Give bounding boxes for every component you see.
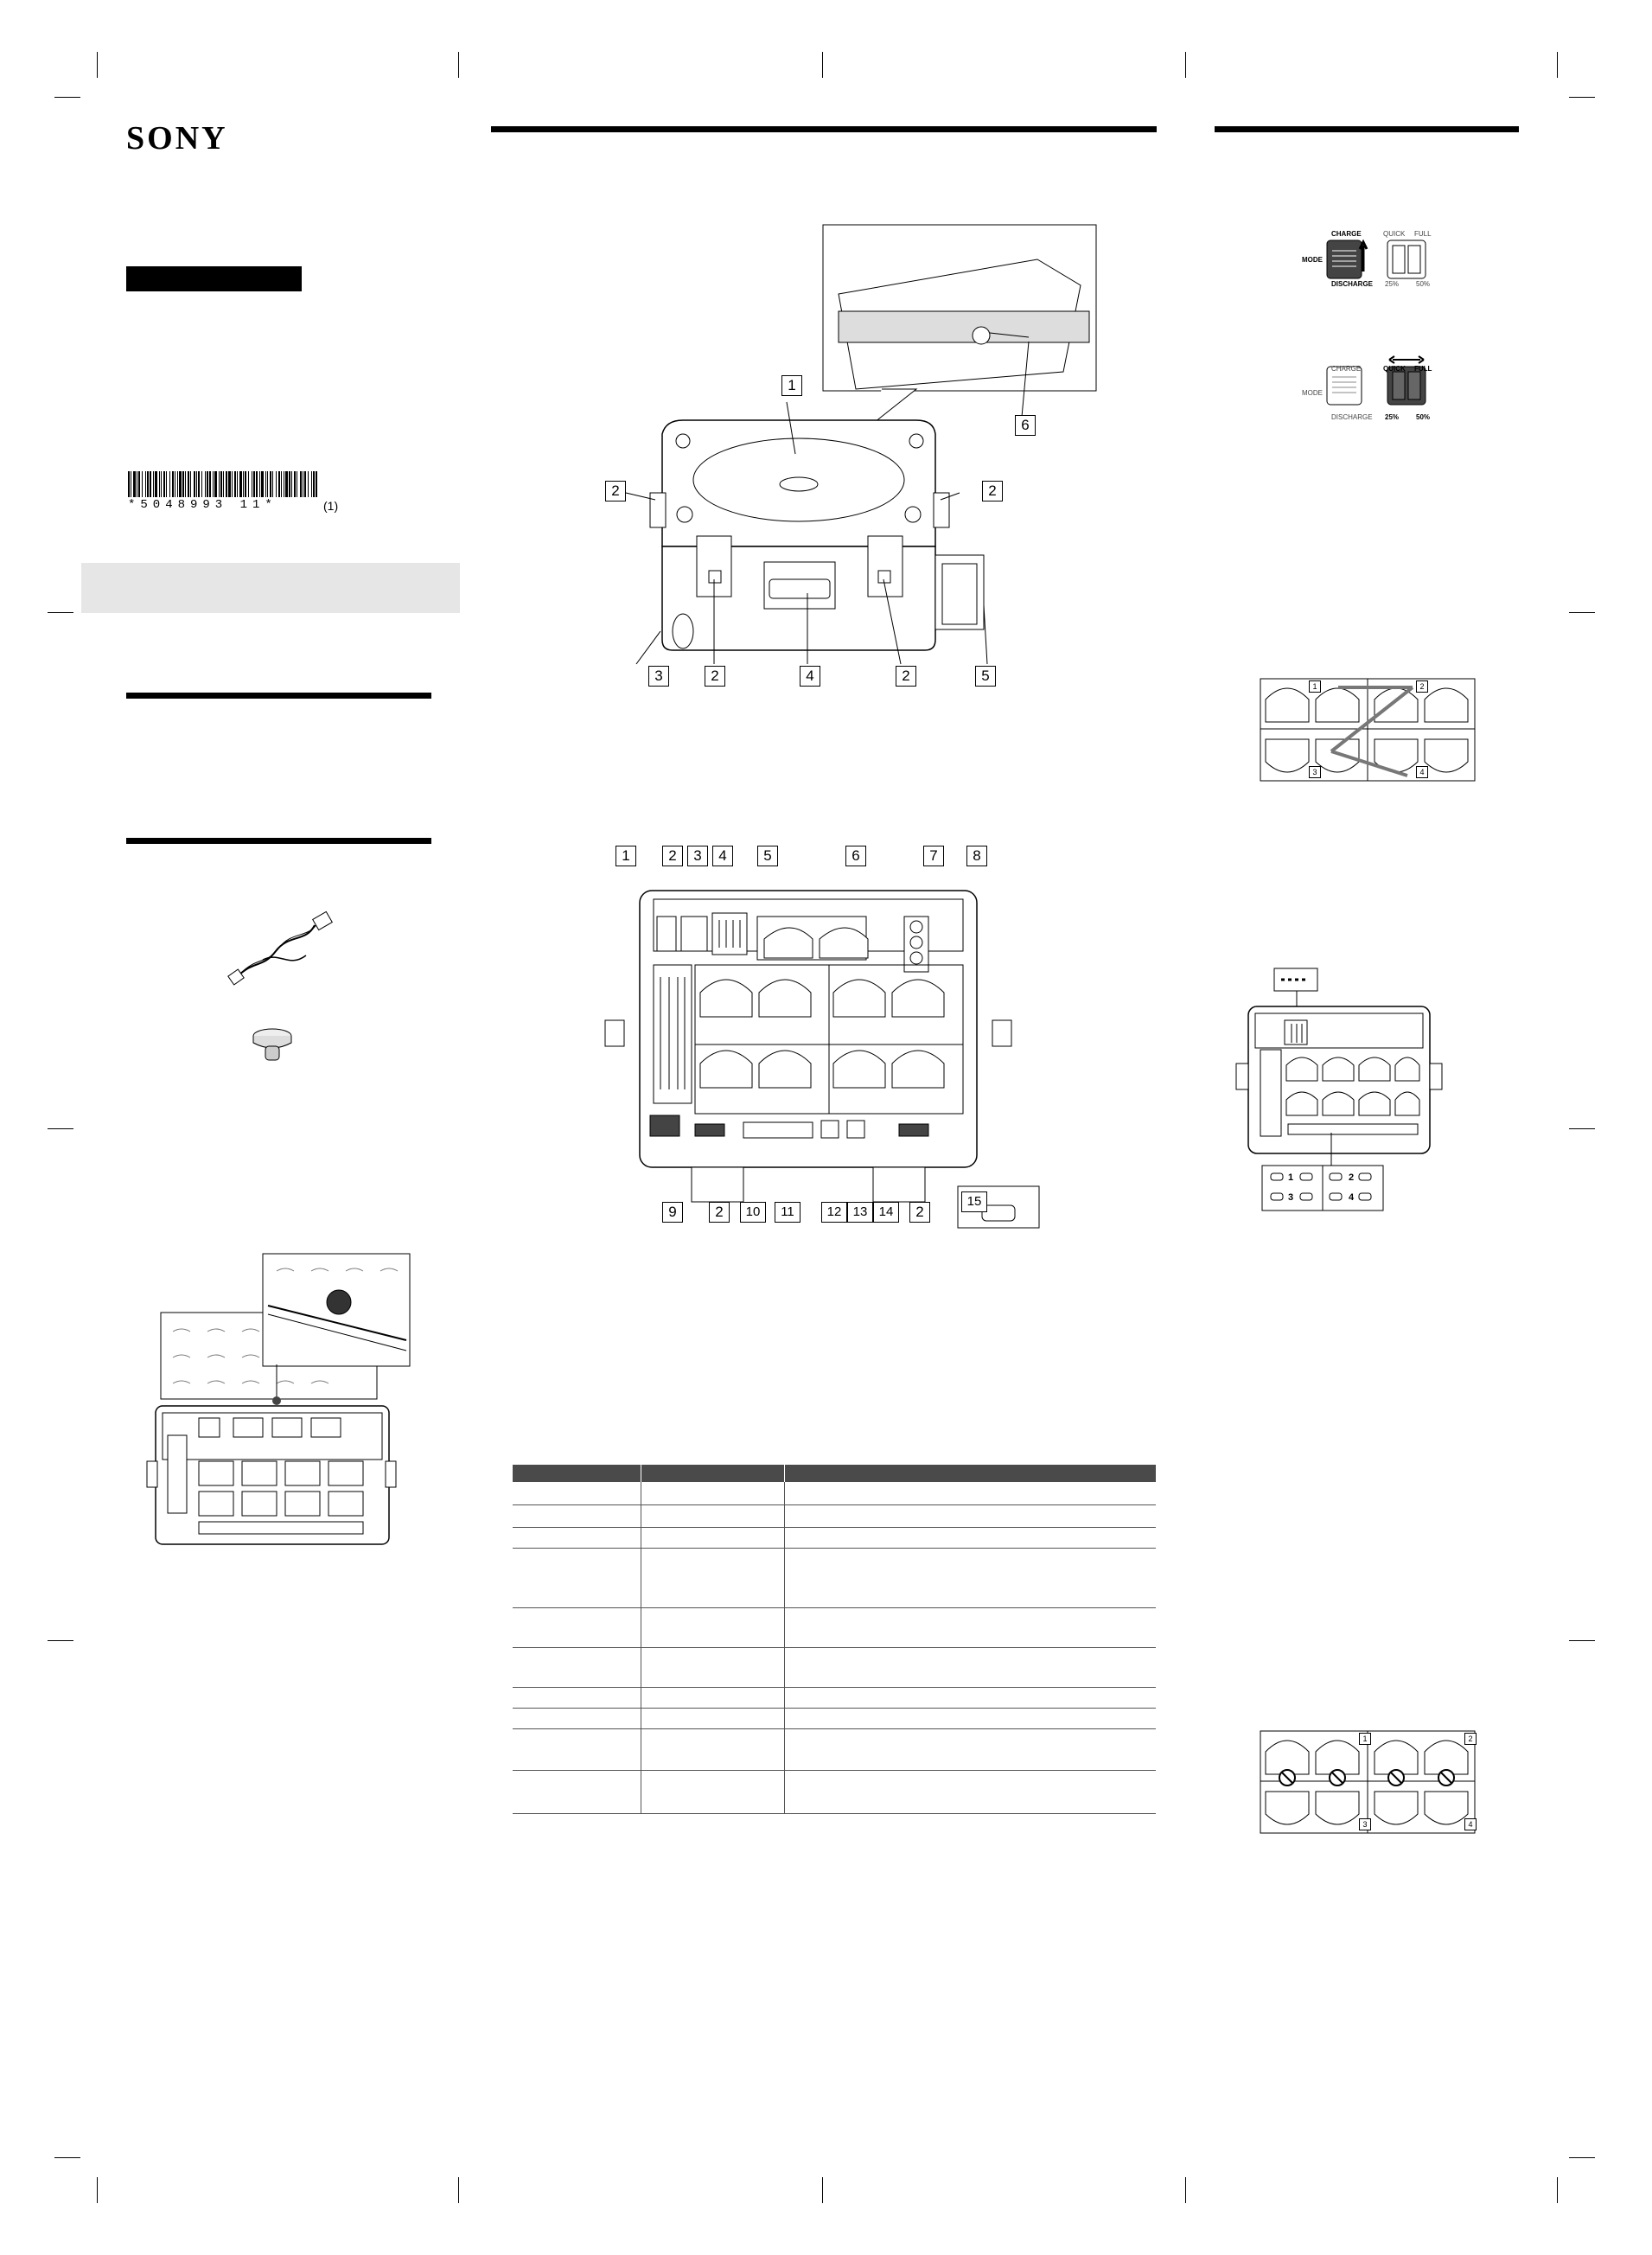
section-rule xyxy=(126,838,431,844)
barcode-digits: *5048993 11* xyxy=(128,498,277,512)
crop-mark xyxy=(48,1128,73,1129)
barcode-bar xyxy=(219,471,220,497)
model-label-bar xyxy=(126,266,302,291)
barcode xyxy=(128,471,320,497)
barcode-bar xyxy=(185,471,186,497)
callout-9: 9 xyxy=(662,1202,683,1223)
barcode-bar xyxy=(166,471,167,497)
barcode-bar xyxy=(194,471,195,497)
barcode-bar xyxy=(253,471,255,497)
discharge-label: DISCHARGE xyxy=(1331,413,1373,421)
barcode-bar xyxy=(159,471,160,497)
barcode-bar xyxy=(155,471,157,497)
barcode-bar xyxy=(276,471,277,497)
barcode-bar xyxy=(207,471,208,497)
charge-label: CHARGE xyxy=(1331,365,1362,373)
barcode-bar xyxy=(313,471,315,497)
barcode-bar xyxy=(237,471,238,497)
callout-10: 10 xyxy=(740,1202,766,1223)
title-band xyxy=(81,563,460,613)
table-row xyxy=(513,1607,1156,1647)
barcode-bar xyxy=(239,471,242,497)
barcode-bar xyxy=(145,471,146,497)
barcode-bar xyxy=(291,471,292,497)
pct-25-label: 25% xyxy=(1385,280,1400,288)
quick-label: QUICK xyxy=(1383,230,1406,238)
case-indicator-illustration xyxy=(1236,968,1444,1219)
barcode-suffix: (1) xyxy=(323,499,339,513)
callout-1: 1 xyxy=(616,846,636,866)
barcode-bar xyxy=(177,471,178,497)
bay-number-3: 3 xyxy=(1359,1818,1371,1830)
barcode-bar xyxy=(278,471,280,497)
sony-logo: SONY xyxy=(126,120,228,157)
barcode-bar xyxy=(201,471,202,497)
barcode-bar xyxy=(308,471,309,497)
barcode-bar xyxy=(205,471,206,497)
charging-bay-sequence-illustration xyxy=(1260,679,1477,783)
barcode-bar xyxy=(128,471,130,497)
indicator-number-1: 1 xyxy=(1288,1172,1294,1183)
full-label: FULL xyxy=(1414,365,1432,373)
indicator-number-2: 2 xyxy=(1349,1172,1355,1183)
crop-mark xyxy=(1557,52,1558,78)
barcode-bar xyxy=(267,471,268,497)
barcode-bar xyxy=(285,471,288,497)
table-row xyxy=(513,1482,1156,1504)
charge-label: CHARGE xyxy=(1331,230,1362,238)
callout-3: 3 xyxy=(648,666,669,687)
bay-number-2: 2 xyxy=(1464,1733,1477,1745)
callout-2: 2 xyxy=(605,481,626,501)
callout-11: 11 xyxy=(775,1202,800,1223)
barcode-bar xyxy=(190,471,191,497)
crop-mark xyxy=(458,2177,459,2203)
barcode-bar xyxy=(182,471,184,497)
section-rule xyxy=(126,693,431,699)
barcode-bar xyxy=(248,471,249,497)
exterior-case-illustration xyxy=(631,225,1098,666)
callout-3: 3 xyxy=(687,846,708,866)
barcode-bar xyxy=(223,471,224,497)
table-row xyxy=(513,1647,1156,1687)
barcode-bar xyxy=(161,471,162,497)
opened-case-illustration xyxy=(147,1254,415,1556)
crop-mark xyxy=(1569,2157,1595,2158)
barcode-bar xyxy=(138,471,140,497)
barcode-bar xyxy=(153,471,154,497)
callout-5: 5 xyxy=(757,846,778,866)
barcode-bar xyxy=(169,471,170,497)
barcode-bar xyxy=(281,471,282,497)
crop-mark xyxy=(458,52,459,78)
mode-label: MODE xyxy=(1302,256,1323,264)
barcode-bar xyxy=(142,471,143,497)
callout-5: 5 xyxy=(975,666,996,687)
table-row xyxy=(513,1687,1156,1708)
crop-mark xyxy=(97,2177,98,2203)
barcode-bar xyxy=(196,471,197,497)
section-rule xyxy=(491,126,1157,132)
bay-number-4: 4 xyxy=(1464,1818,1477,1830)
callout-15: 15 xyxy=(961,1191,987,1212)
bay-number-4: 4 xyxy=(1416,766,1428,778)
barcode-bar xyxy=(226,471,227,497)
table-row xyxy=(513,1728,1156,1770)
power-cord-illustration xyxy=(228,908,341,987)
barcode-bar xyxy=(265,471,266,497)
callout-13: 13 xyxy=(847,1202,873,1223)
table-row xyxy=(513,1770,1156,1813)
callout-7: 7 xyxy=(923,846,944,866)
barcode-bar xyxy=(232,471,233,497)
callout-2: 2 xyxy=(662,846,683,866)
bay-number-3: 3 xyxy=(1309,766,1321,778)
barcode-bar xyxy=(294,471,296,497)
mode-switch-charge-illustration xyxy=(1327,237,1431,285)
crop-mark xyxy=(54,97,80,98)
crop-mark xyxy=(1185,2177,1186,2203)
barcode-bar xyxy=(316,471,317,497)
interior-case-illustration xyxy=(605,865,1037,1228)
section-rule xyxy=(1215,126,1519,132)
quick-label: QUICK xyxy=(1383,365,1406,373)
barcode-bar xyxy=(270,471,271,497)
barcode-bar xyxy=(311,471,312,497)
callout-14: 14 xyxy=(873,1202,899,1223)
callout-2: 2 xyxy=(896,666,916,687)
barcode-bar xyxy=(300,471,302,497)
barcode-bar xyxy=(133,471,136,497)
full-label: FULL xyxy=(1414,230,1432,238)
barcode-bar xyxy=(289,471,290,497)
barcode-bar xyxy=(198,471,200,497)
crop-mark xyxy=(1185,52,1186,78)
callout-2: 2 xyxy=(709,1202,730,1223)
bay-number-1: 1 xyxy=(1309,680,1321,693)
crop-mark xyxy=(1557,2177,1558,2203)
callout-4: 4 xyxy=(800,666,820,687)
barcode-bar xyxy=(243,471,244,497)
table-row xyxy=(513,1708,1156,1728)
table-row xyxy=(513,1548,1156,1607)
callout-6: 6 xyxy=(1015,415,1036,436)
crop-mark xyxy=(822,2177,823,2203)
crop-mark xyxy=(48,1640,73,1641)
callout-2: 2 xyxy=(982,481,1003,501)
barcode-bar xyxy=(261,471,264,497)
crop-mark xyxy=(48,612,73,613)
discharge-label: DISCHARGE xyxy=(1331,280,1374,288)
barcode-bar xyxy=(214,471,217,497)
barcode-bar xyxy=(220,471,222,497)
callout-12: 12 xyxy=(821,1202,847,1223)
barcode-bar xyxy=(209,471,211,497)
barcode-bar xyxy=(245,471,246,497)
barcode-bar xyxy=(304,471,306,497)
pct-50-label: 50% xyxy=(1416,413,1431,421)
barcode-bar xyxy=(228,471,231,497)
callout-4: 4 xyxy=(712,846,733,866)
barcode-bar xyxy=(150,471,151,497)
cap-accessory-illustration xyxy=(250,1027,295,1064)
table-header-row xyxy=(513,1465,1156,1482)
barcode-bar xyxy=(147,471,149,497)
bay-number-1: 1 xyxy=(1359,1733,1371,1745)
crop-mark xyxy=(1569,1640,1595,1641)
callout-2: 2 xyxy=(705,666,725,687)
barcode-bar xyxy=(272,471,273,497)
bay-number-2: 2 xyxy=(1416,680,1428,693)
pct-50-label: 50% xyxy=(1416,280,1431,288)
crop-mark xyxy=(1569,97,1595,98)
table-row xyxy=(513,1527,1156,1548)
barcode-bar xyxy=(234,471,236,497)
pct-25-label: 25% xyxy=(1385,413,1400,421)
spec-table xyxy=(513,1465,1156,1814)
barcode-bar xyxy=(179,471,182,497)
crop-mark xyxy=(97,52,98,78)
callout-2: 2 xyxy=(909,1202,930,1223)
barcode-bar xyxy=(163,471,165,497)
crop-mark xyxy=(1569,1128,1595,1129)
crop-mark xyxy=(1569,612,1595,613)
barcode-bar xyxy=(188,471,189,497)
barcode-bar xyxy=(172,471,174,497)
callout-6: 6 xyxy=(845,846,866,866)
crop-mark xyxy=(822,52,823,78)
barcode-bar xyxy=(213,471,214,497)
barcode-bar xyxy=(259,471,260,497)
indicator-number-3: 3 xyxy=(1288,1192,1294,1203)
callout-1: 1 xyxy=(781,375,802,396)
barcode-bar xyxy=(256,471,258,497)
callout-8: 8 xyxy=(966,846,987,866)
mode-label: MODE xyxy=(1302,389,1323,397)
table-row xyxy=(513,1504,1156,1527)
crop-mark xyxy=(54,2157,80,2158)
indicator-number-4: 4 xyxy=(1349,1192,1355,1203)
